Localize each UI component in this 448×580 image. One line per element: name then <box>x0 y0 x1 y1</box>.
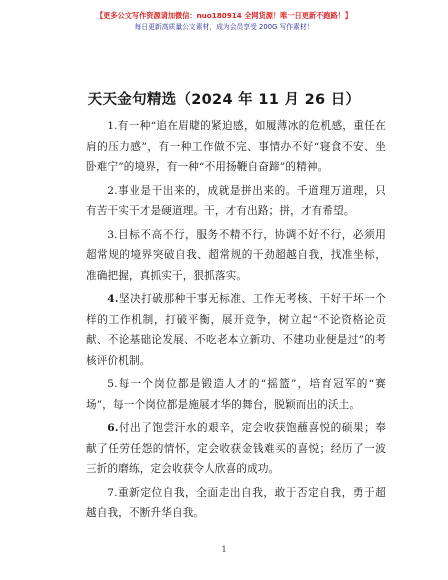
paragraph-number: 4. <box>107 293 119 305</box>
paragraph-7 <box>86 483 386 524</box>
paragraph-text: 目标不高不行，服务不精不行，协调不好不行，必须用超常规的境界突破自我、超常规的干劲超越自我，找准坐标，准确把握，真抓实干，狠抓落实。 <box>86 228 386 282</box>
document-title: 天天金句精选（2024 年 11 月 26 日） <box>87 92 361 108</box>
paragraph-number: 1. <box>107 120 118 132</box>
paragraph-text: 每一个岗位都是锻造人才的“摇篮”，培育冠军的“赛场”，每一个岗位都是施展才华的舞台，脱颖而出的沃土。 <box>86 378 386 411</box>
paragraph-5 <box>86 374 386 415</box>
document-body <box>86 116 386 527</box>
page-number: 1 <box>221 545 227 554</box>
paragraph-2 <box>86 181 386 222</box>
paragraph-text: 有一种“追在眉睫的紧迫感，如履薄冰的危机感，重任在肩的压力感”，有一种工作做不完、事情办不好“寝食不安、坐卧难宁”的境界，有一种“不用扬鞭自奋蹄”的精神。 <box>86 120 386 173</box>
paragraph-number: 3. <box>107 228 118 241</box>
paragraph-text: 坚决打破那种干事无标准、工作无考核、干好干坏一个样的工作机制，打破平衡，展开竞争，树立起“不论资格论贡献、不论基础论发展、不吃老本立新功、不建功业便是过”的考核评价机制。 <box>86 293 386 367</box>
promo-banner <box>0 10 448 33</box>
paragraph-number: 5. <box>107 378 118 390</box>
paragraph-number: 6. <box>107 422 119 434</box>
paragraph-number: 7. <box>107 486 118 499</box>
paragraph-4 <box>86 289 386 371</box>
paragraph-1 <box>86 116 386 178</box>
paragraph-text: 事业是干出来的，成就是拼出来的。千道理万道理，只有苦干实干才是硬道理。干，才有出路；拼，才有希望。 <box>86 184 386 217</box>
paragraph-6 <box>86 418 386 480</box>
paragraph-number: 2. <box>107 184 118 197</box>
paragraph-3 <box>86 225 386 287</box>
paragraph-text: 重新定位自我，全面走出自我，敢于否定自我，勇于超越自我，不断升华自我。 <box>86 486 386 519</box>
promo-banner-line1: 【更多公文写作资源请加微信：nuo180914 全网货源！唯一日更新不跑路！】 <box>95 11 353 20</box>
paragraph-text: 付出了饱尝汗水的艰辛，定会收获饱蘸喜悦的硕果；奉献了任劳任怨的情怀，定会收获金钱难买的喜悦；经历了一波三折的磨练，定会收获令人欣喜的成功。 <box>86 422 386 475</box>
promo-banner-line2: 每日更新高质量公文素材，成为会员享受 200G 写作素材！ <box>134 23 314 31</box>
